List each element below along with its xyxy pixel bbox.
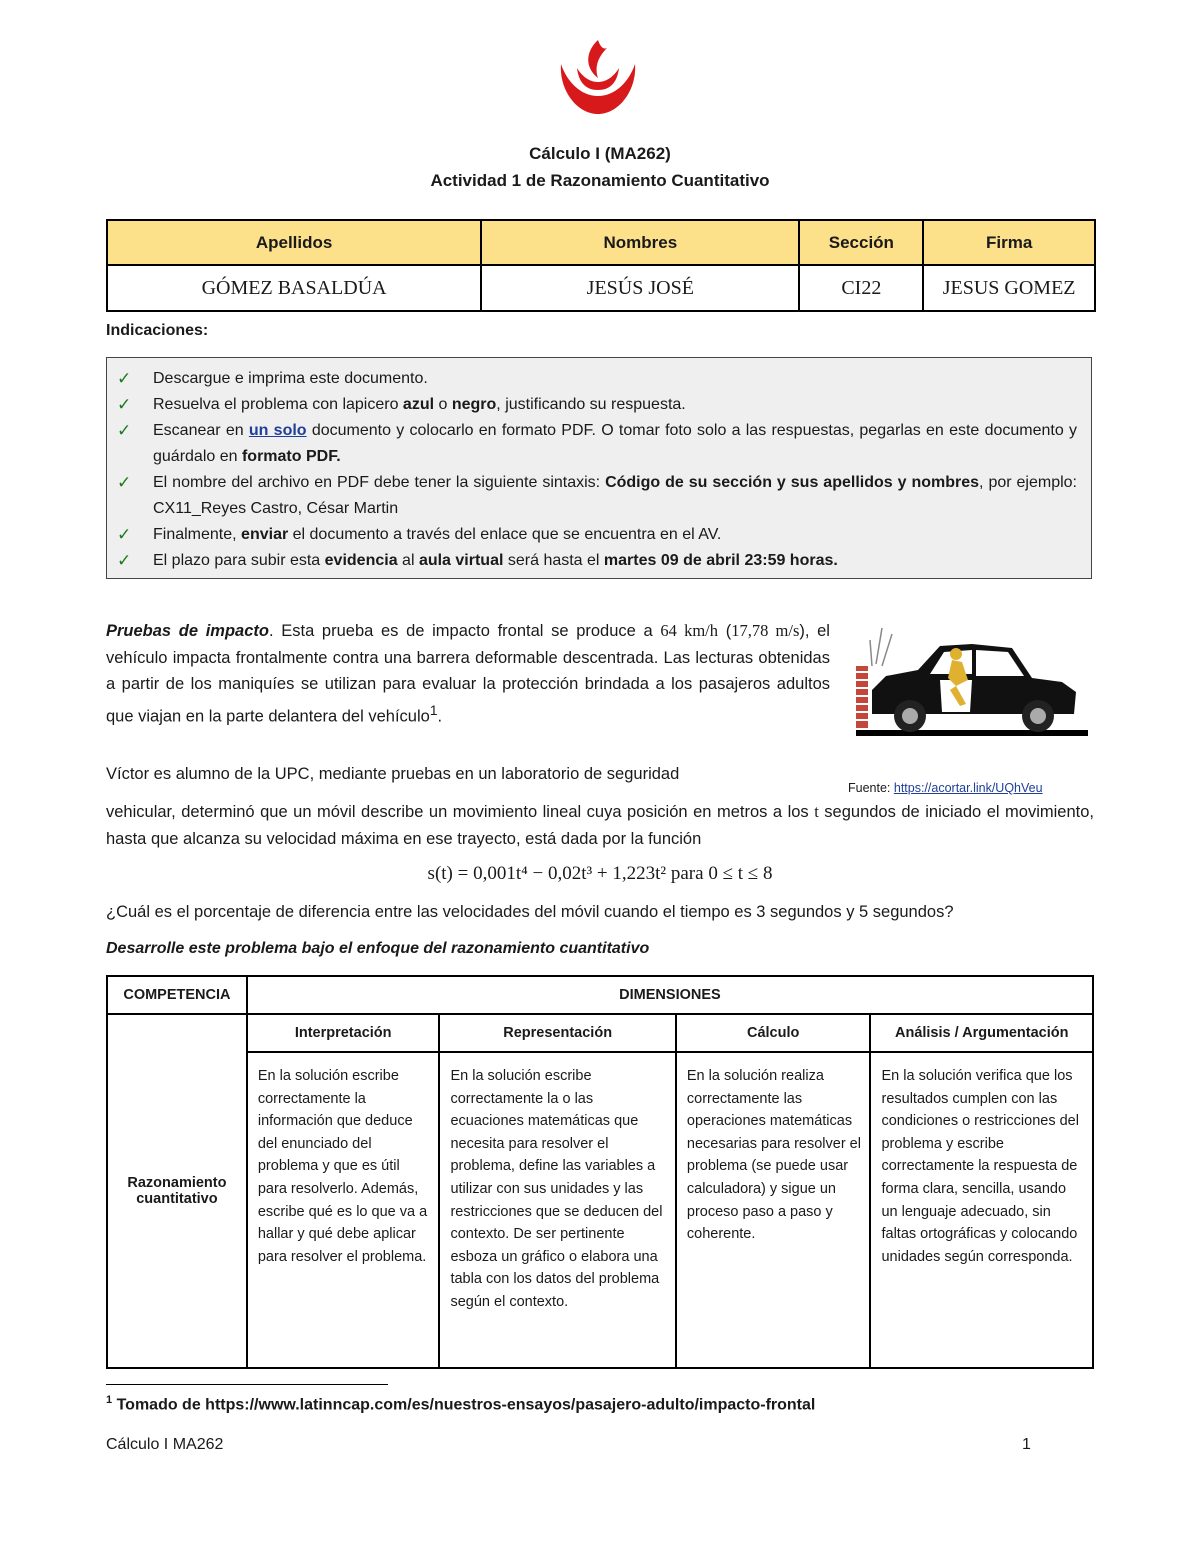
value-firma: JESUS GOMEZ xyxy=(923,265,1095,311)
problem-question: ¿Cuál es el porcentaje de diferencia entre las velocidades del móvil cuando el tiempo es 3 segundos y 5 segundos? xyxy=(106,903,954,921)
rubric-desc-representacion: En la solución escribe correctamente la o las ecuaciones matemáticas que necesita para resolver el problema, define las variables a utilizar con sus unidades y las restricciones que se deducen del contexto. De ser pertinente esboza un gráfico o elabora una tabla con los datos del problema según el contexto. xyxy=(439,1052,675,1368)
indicacion-text xyxy=(153,418,1077,470)
problem-intro-segment: 17,78 m/s xyxy=(731,621,800,640)
rubric-desc-calculo: En la solución realiza correctamente las operaciones matemáticas necesarias para resolver el problema (se puede usar calculadora) y sigue un proceso paso a paso y coherente. xyxy=(676,1052,871,1368)
document-subtitle: Actividad 1 de Razonamiento Cuantitativo xyxy=(430,171,770,190)
rubric-col-analisis: Análisis / Argumentación xyxy=(870,1014,1093,1052)
rubric-dimensiones-header: DIMENSIONES xyxy=(247,976,1093,1014)
problem-intro-segment: ), el vehículo impacta frontalmente contra una barrera deformable descentrada. Las lecturas obtenidas a partir de los maniquíes se utilizan para evaluar la protección brindada a los pasajeros adultos que viajan en la parte delantera del vehículo xyxy=(106,622,830,725)
indicacion-item xyxy=(117,418,1077,470)
indicacion-item xyxy=(117,522,1077,548)
image-source-label: Fuente: xyxy=(848,781,894,795)
indicacion-text-segment: será hasta el xyxy=(503,552,604,569)
student-table-values xyxy=(107,265,1095,311)
checkmark-icon: ✓ xyxy=(117,369,132,388)
indicacion-text-segment: , justificando su respuesta. xyxy=(496,396,686,413)
rubric-row-label: Razonamiento cuantitativo xyxy=(107,1014,247,1368)
crash-test-car-image xyxy=(852,620,1092,740)
problem-paragraph-position xyxy=(106,799,1094,852)
footnote xyxy=(106,1394,815,1414)
indicacion-item xyxy=(117,548,1077,574)
position-function-formula: s(t) = 0,001t⁴ − 0,02t³ + 1,223t² para 0 ≤ t ≤ 8 xyxy=(427,863,773,884)
value-apellidos: GÓMEZ BASALDÚA xyxy=(107,265,481,311)
checkmark-icon: ✓ xyxy=(117,551,132,570)
student-info-table xyxy=(106,219,1096,312)
rubric-desc-interpretacion: En la solución escribe correctamente la información que deduce del enunciado del problema y que es útil para resolverlo. Además, escribe qué es lo que va a hallar y qué debe aplicar para resolver el problema. xyxy=(247,1052,440,1368)
footnote-text: Tomado de https://www.latinncap.com/es/nuestros-ensayos/pasajero-adulto/impacto-frontal xyxy=(116,1396,816,1414)
indicacion-text-segment: enviar xyxy=(241,526,289,543)
document-title: Cálculo I (MA262) xyxy=(529,144,671,163)
rubric-desc-analisis: En la solución verifica que los resultados cumplen con las condiciones o restricciones del problema y escribe correctamente la respuesta de forma clara, sencilla, usando un lenguaje adecuado, sin faltas ortográficas y colocando unidades según corresponda. xyxy=(870,1052,1093,1368)
problem-paragraph-intro xyxy=(106,618,830,730)
indicacion-text-segment: al xyxy=(397,552,419,569)
indicacion-text-segment: Resuelva el problema con lapicero xyxy=(153,396,403,413)
checkmark-icon: ✓ xyxy=(117,525,132,544)
rubric-dimension-titles-row xyxy=(107,1014,1093,1052)
indicacion-text-segment: negro xyxy=(451,396,497,413)
indicacion-text-segment: Descargue e imprima este documento. xyxy=(153,370,428,387)
indicacion-text-segment: Escanear en xyxy=(153,422,249,439)
indicacion-text-segment: evidencia xyxy=(324,552,398,569)
problem-intro-segment: Pruebas de impacto xyxy=(106,622,269,640)
indicacion-text-segment: martes 09 de abril 23:59 horas. xyxy=(603,552,838,569)
checkmark-icon: ✓ xyxy=(117,421,132,440)
problem-intro-segment: 64 km/h xyxy=(660,621,719,640)
indicaciones-box xyxy=(106,357,1092,579)
indicacion-text-segment: azul xyxy=(402,396,435,413)
indicacion-text xyxy=(153,392,1077,418)
indicacion-text-segment: formato PDF. xyxy=(241,448,341,465)
problem-intro-segment: . Esta prueba es de impacto frontal se produce a xyxy=(268,622,661,640)
header-apellidos: Apellidos xyxy=(107,220,481,265)
indicacion-item xyxy=(117,366,1077,392)
upc-logo-icon xyxy=(555,38,641,118)
checkmark-icon: ✓ xyxy=(117,473,132,492)
page-number: 1 xyxy=(1022,1436,1031,1453)
indicacion-text xyxy=(153,548,1077,574)
indicacion-text xyxy=(153,366,1077,392)
footnote-divider xyxy=(106,1384,388,1385)
indicacion-text-segment: un solo xyxy=(248,422,307,439)
indicacion-text-segment: El plazo para subir esta xyxy=(153,552,325,569)
indicacion-text-segment: Finalmente, xyxy=(153,526,242,543)
indicacion-text-segment: o xyxy=(434,396,452,413)
develop-instruction: Desarrolle este problema bajo el enfoque del razonamiento cuantitativo xyxy=(106,940,650,957)
header-seccion: Sección xyxy=(799,220,923,265)
indicacion-text-segment: Código de su sección y sus apellidos y nombres xyxy=(605,474,980,491)
problem-position-segment: vehicular, determinó que un móvil describe un movimiento lineal cuya posición en metros a los xyxy=(106,803,815,821)
indicacion-text-segment: documento y colocarlo en formato PDF. O tomar foto solo a las respuestas, pegarlas en este documento y guárdalo en xyxy=(153,422,1077,465)
header-nombres: Nombres xyxy=(481,220,799,265)
indicacion-text-segment: El nombre del archivo en PDF debe tener la siguiente sintaxis: xyxy=(153,474,606,491)
indicacion-text xyxy=(153,470,1077,522)
footnote-number: 1 xyxy=(106,1394,113,1406)
rubric-table xyxy=(106,975,1094,1369)
rubric-col-representacion: Representación xyxy=(439,1014,675,1052)
header-firma: Firma xyxy=(923,220,1095,265)
image-source xyxy=(848,781,1043,795)
problem-position-segment: segundos de iniciado el movimiento, hasta que alcanza su velocidad máxima en ese trayecto, está dada por la función xyxy=(106,803,1094,848)
problem-intro-segment: . xyxy=(437,707,443,725)
indicaciones-label: Indicaciones: xyxy=(106,322,209,339)
checkmark-icon: ✓ xyxy=(117,395,132,414)
value-nombres: JESÚS JOSÉ xyxy=(481,265,799,311)
problem-position-segment: t xyxy=(814,802,819,821)
student-table-header xyxy=(107,220,1095,265)
rubric-header-row xyxy=(107,976,1093,1014)
indicacion-text-segment: el documento a través del enlace que se encuentra en el AV. xyxy=(288,526,722,543)
indicacion-text-segment: , por ejemplo: CX11_Reyes Castro, César Martin xyxy=(153,474,1078,517)
rubric-col-calculo: Cálculo xyxy=(676,1014,871,1052)
indicacion-text-segment: aula virtual xyxy=(418,552,504,569)
indicacion-item xyxy=(117,470,1077,522)
indicacion-item xyxy=(117,392,1077,418)
rubric-competencia-header: COMPETENCIA xyxy=(107,976,247,1014)
problem-intro-segment: 1 xyxy=(429,702,438,718)
rubric-descriptions-row xyxy=(107,1052,1093,1368)
image-source-link[interactable]: https://acortar.link/UQhVeu xyxy=(893,781,1043,795)
indicacion-text xyxy=(153,522,1077,548)
rubric-col-interpretacion: Interpretación xyxy=(247,1014,440,1052)
problem-intro-segment: ( xyxy=(718,622,732,640)
value-seccion: CI22 xyxy=(799,265,923,311)
page-footer-course: Cálculo I MA262 xyxy=(106,1436,224,1453)
problem-paragraph-student: Víctor es alumno de la UPC, mediante pruebas en un laboratorio de seguridad xyxy=(106,765,680,783)
